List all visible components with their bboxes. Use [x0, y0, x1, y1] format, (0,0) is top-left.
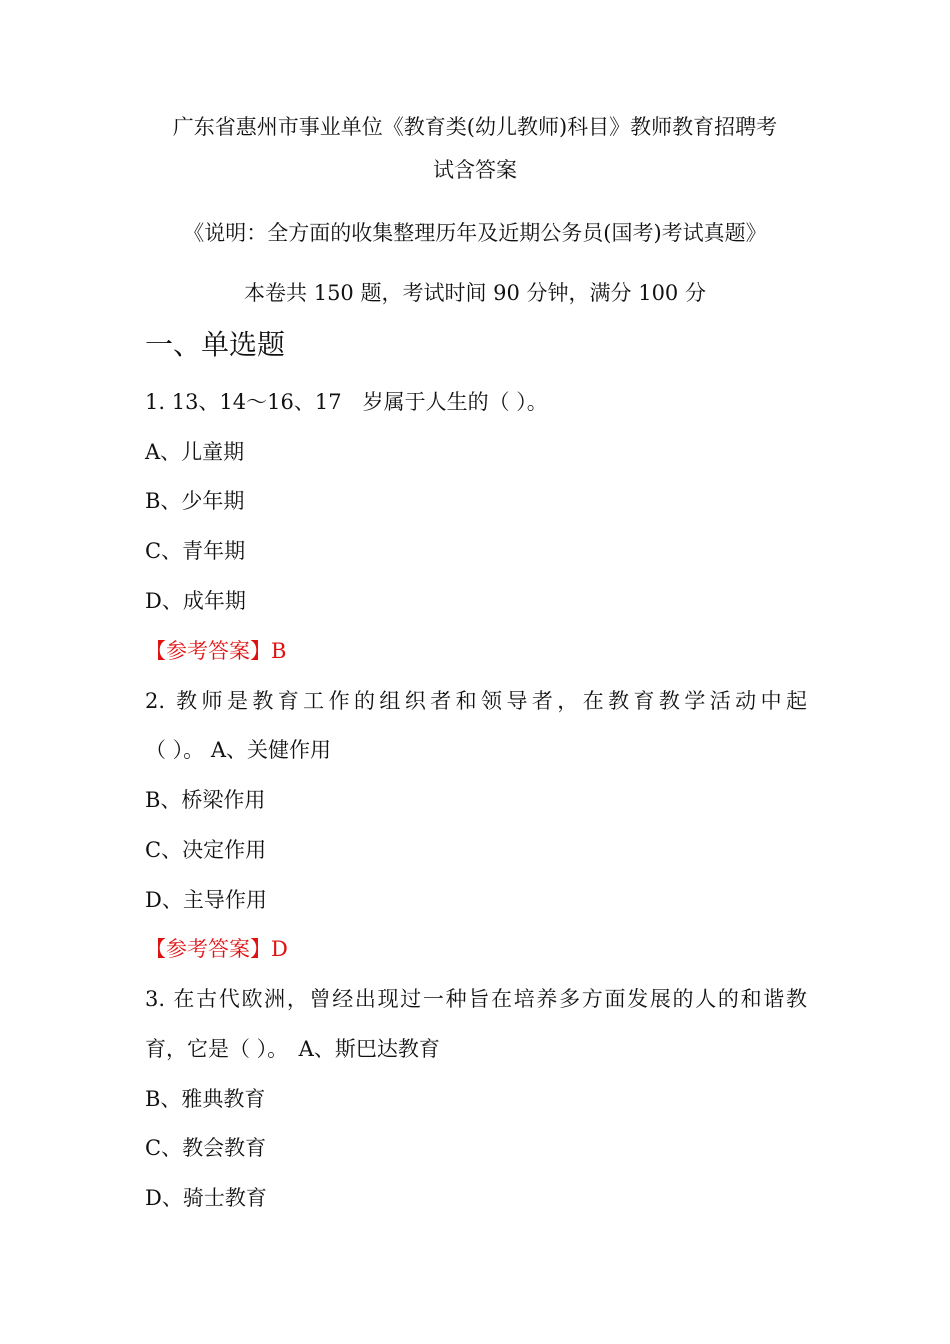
- document-title-line-1: 广东省惠州市事业单位《教育类(幼儿教师)科目》教师教育招聘考: [172, 115, 778, 139]
- section-heading: 一、单选题: [145, 328, 286, 361]
- answer-value: D: [271, 937, 288, 961]
- question-2-stem-line-2: （ ）。 A、关健作用: [145, 738, 332, 762]
- question-2-answer: [145, 934, 288, 964]
- question-2-option-b: B、桥梁作用: [145, 788, 266, 812]
- question-1-option-c: C、青年期: [145, 539, 246, 563]
- question-3-option-d: D、骑士教育: [145, 1186, 267, 1210]
- question-3-option-c: C、教会教育: [145, 1136, 267, 1160]
- document-note: 《说明：全方面的收集整理历年及近期公务员(国考)考试真题》: [183, 221, 767, 245]
- question-1-option-a: A、儿童期: [145, 440, 245, 464]
- answer-value: B: [271, 639, 287, 663]
- question-3-option-b: B、雅典教育: [145, 1087, 266, 1111]
- question-2-stem-line-1: 2. 教师是教育工作的组织者和领导者，在教育教学活动中起: [145, 689, 807, 713]
- question-3-stem-line-1: 3. 在古代欧洲，曾经出现过一种旨在培养多方面发展的人的和谐教: [145, 987, 807, 1011]
- answer-label: 【参考答案】: [145, 937, 271, 961]
- question-1-answer: [145, 636, 286, 666]
- question-3-stem-line-2: 育，它是（ ）。 A、斯巴达教育: [145, 1037, 440, 1061]
- question-1-stem: 1. 13、14～16、17 岁属于人生的（ ）。: [145, 390, 548, 414]
- document-title-line-2: 试含答案: [433, 158, 517, 182]
- question-2-option-c: C、决定作用: [145, 838, 267, 862]
- answer-label: 【参考答案】: [145, 639, 271, 663]
- exam-info: 本卷共 150 题，考试时间 90 分钟，满分 100 分: [244, 281, 706, 305]
- question-1-option-d: D、成年期: [145, 589, 246, 613]
- question-2-option-d: D、主导作用: [145, 888, 267, 912]
- question-1-option-b: B、少年期: [145, 489, 245, 513]
